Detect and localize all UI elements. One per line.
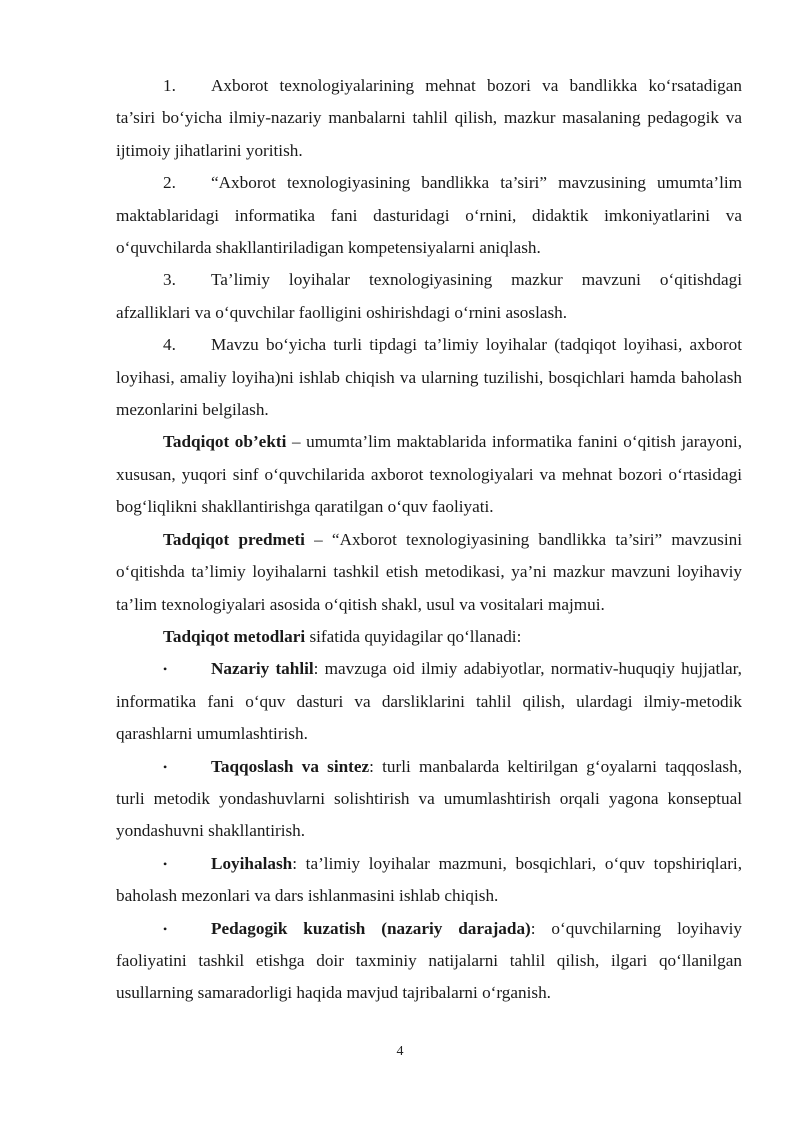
bullet-icon: • xyxy=(163,662,168,677)
research-methods-text: sifatida quyidagilar qo‘llanadi: xyxy=(305,626,522,646)
research-object-text: – umumta’lim maktablarida informatika fanini o‘qitish jarayoni, xususan, yuqori sinf o‘quvchilarida axborot texnologiyalari va mehnat bozori o‘rtasidagi bog‘liqlikni shakllantirishga qaratilgan o‘quv faoliyati. xyxy=(116,432,742,517)
research-subject-paragraph xyxy=(116,524,742,621)
research-subject-text: – “Axborot texnologiyasining bandlikka ta’siri” mavzusini o‘qitishda ta’limiy loyihalarni tashkil etish metodikasi, ya’ni mazkur mavzuni loyihaviy ta’lim texnologiyalari asosida o‘qitish shakl, usul va vositalari majmui. xyxy=(116,529,742,614)
bullet-icon: • xyxy=(163,856,168,871)
document-body xyxy=(116,70,742,1010)
page-number: 4 xyxy=(396,1044,404,1059)
method-item-2 xyxy=(116,751,742,848)
method-item-1 xyxy=(116,653,742,750)
research-methods-label: Tadqiqot metodlari xyxy=(163,626,306,646)
research-object-label: Tadqiqot ob’ekti xyxy=(163,432,287,452)
method-label: Pedagogik kuzatish (nazariy darajada) xyxy=(211,918,531,938)
research-subject-label: Tadqiqot predmeti xyxy=(163,529,305,549)
method-text: : ta’limiy loyihalar mazmuni, bosqichlari, o‘quv topshiriqlari, baholash mezonlari va dars ishlanmasini ishlab chiqish. xyxy=(116,853,742,906)
method-label: Taqqoslash va sintez xyxy=(211,756,370,776)
bullet-icon: • xyxy=(163,921,168,936)
item-number: 2. xyxy=(163,173,176,193)
task-item-2 xyxy=(116,167,742,264)
method-label: Nazariy tahlil xyxy=(211,659,314,679)
item-text: Mavzu bo‘yicha turli tipdagi ta’limiy loyihalar (tadqiqot loyihasi, axborot loyihasi, amaliy loyiha)ni ishlab chiqish va ularning tuzilishi, bosqichlari hamda baholash mezonlarini belgilash. xyxy=(116,335,742,420)
research-methods-paragraph xyxy=(116,621,742,653)
item-text: Ta’limiy loyihalar texnologiyasining mazkur mavzuni o‘qitishdagi afzalliklari va o‘quvchilar faolligini oshirishdagi o‘rnini asoslash. xyxy=(116,270,742,322)
research-object-paragraph xyxy=(116,426,742,523)
item-text: “Axborot texnologiyasining bandlikka ta’siri” mavzusining umumta’lim maktablaridagi informatika fani dasturidagi o‘rnini, didaktik imkoniyatlarini va o‘quvchilarda shakllantiriladigan kompetensiyalarni aniqlash. xyxy=(116,173,742,258)
method-label: Loyihalash xyxy=(211,853,293,873)
item-number: 4. xyxy=(163,335,176,355)
method-text: : mavzuga oid ilmiy adabiyotlar, normativ-huquqiy hujjatlar, informatika fani o‘quv dasturi va darsliklarini tahlil qilish, ulardagi ilmiy-metodik qarashlarni umumlashtirish. xyxy=(116,659,742,744)
item-number: 1. xyxy=(163,76,176,95)
method-item-4 xyxy=(116,913,742,1010)
task-item-4 xyxy=(116,329,742,426)
method-item-3 xyxy=(116,848,742,913)
item-number: 3. xyxy=(163,270,176,290)
method-text: : o‘quvchilarning loyihaviy faoliyatini tashkil etishga doir taxminiy natijalarni tahlil qilish, ilgari qo‘llanilgan usullarning samaradorligi haqida mavjud tajribalarni o‘rganish. xyxy=(116,918,742,1003)
item-text: Axborot texnologiyalarining mehnat bozori va bandlikka ko‘rsatadigan ta’siri bo‘yicha ilmiy-nazariy manbalarni tahlil qilish, mazkur masalaning pedagogik va ijtimoiy jihatlarini yoritish. xyxy=(116,76,742,160)
task-item-3 xyxy=(116,264,742,329)
method-text: : turli manbalarda keltirilgan g‘oyalarni taqqoslash, turli metodik yondashuvlarni solishtirish va umumlashtirish orqali yagona konseptual yondashuvni shakllantirish. xyxy=(116,756,743,841)
bullet-icon: • xyxy=(163,759,168,774)
task-item-1 xyxy=(116,70,742,167)
